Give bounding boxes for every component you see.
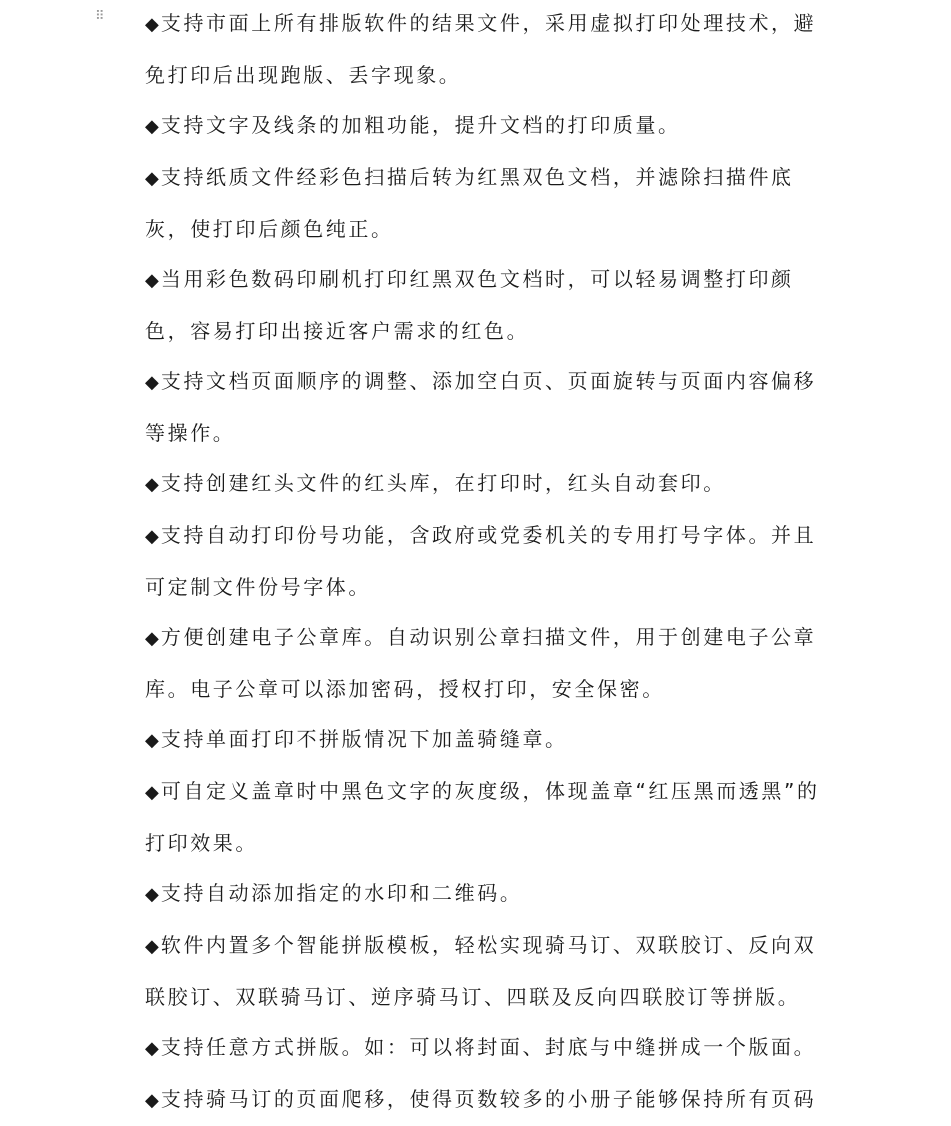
bullet-icon: ◆ (145, 782, 159, 803)
bullet-icon: ◆ (145, 116, 159, 137)
paragraph-text: 软件内置多个智能拼版模板，轻松实现骑马订、双联胶订、反向双联胶订、双联骑马订、逆序骑马订、四联及反向四联胶订等拼版。 (145, 933, 817, 1009)
paragraph-10 (145, 766, 825, 868)
paragraph-text: 支持任意方式拼版。如：可以将封面、封底与中缝拼成一个版面。 (160, 1035, 817, 1059)
bullet-icon: ◆ (145, 730, 159, 751)
paragraph-9 (145, 714, 825, 766)
paragraph-text: 支持自动添加指定的水印和二维码。 (160, 881, 523, 905)
paragraph-text: 支持市面上所有排版软件的结果文件，采用虚拟打印处理技术，避免打印后出现跑版、丢字现象。 (145, 11, 817, 87)
paragraph-14 (145, 1074, 825, 1126)
paragraph-5 (145, 356, 825, 458)
bullet-icon: ◆ (145, 628, 159, 649)
paragraph-text: 支持创建红头文件的红头库，在打印时，红头自动套印。 (160, 471, 726, 495)
paragraph-text: 当用彩色数码印刷机打印红黑双色文档时，可以轻易调整打印颜色，容易打印出接近客户需求的红色。 (145, 267, 794, 343)
bullet-icon: ◆ (145, 884, 159, 905)
drag-handle-icon[interactable]: ⠿ (95, 9, 106, 24)
paragraph-8 (145, 612, 825, 714)
bullet-icon: ◆ (145, 1090, 159, 1111)
paragraph-text: 方便创建电子公章库。自动识别公章扫描文件，用于创建电子公章库。电子公章可以添加密码，授权打印，安全保密。 (145, 625, 817, 701)
paragraph-text: 支持文字及线条的加粗功能，提升文档的打印质量。 (160, 113, 681, 137)
paragraph-1 (145, 0, 825, 100)
paragraph-13 (145, 1022, 825, 1074)
paragraph-text: 可自定义盖章时中黑色文字的灰度级，体现盖章“红压黑而透黑”的打印效果。 (145, 779, 820, 855)
bullet-icon: ◆ (145, 270, 159, 291)
bullet-icon: ◆ (145, 526, 159, 547)
paragraph-7 (145, 510, 825, 612)
bullet-icon: ◆ (145, 1038, 159, 1059)
bullet-icon: ◆ (145, 936, 159, 957)
document-body (145, 0, 825, 1126)
paragraph-2 (145, 100, 825, 152)
paragraph-11 (145, 868, 825, 920)
paragraph-text: 支持纸质文件经彩色扫描后转为红黑双色文档，并滤除扫描件底灰，使打印后颜色纯正。 (145, 165, 794, 241)
bullet-icon: ◆ (145, 168, 159, 189)
paragraph-text: 支持单面打印不拼版情况下加盖骑缝章。 (160, 727, 568, 751)
bullet-icon: ◆ (145, 14, 159, 35)
paragraph-4 (145, 254, 825, 356)
bullet-icon: ◆ (145, 372, 159, 393)
paragraph-text: 支持自动打印份号功能，含政府或党委机关的专用打号字体。并且可定制文件份号字体。 (145, 523, 817, 599)
paragraph-3 (145, 152, 825, 254)
paragraph-12 (145, 920, 825, 1022)
paragraph-6 (145, 458, 825, 510)
paragraph-text: 支持文档页面顺序的调整、添加空白页、页面旋转与页面内容偏移等操作。 (145, 369, 817, 445)
bullet-icon: ◆ (145, 474, 159, 495)
paragraph-text: 支持骑马订的页面爬移，使得页数较多的小册子能够保持所有页码 (160, 1087, 817, 1111)
